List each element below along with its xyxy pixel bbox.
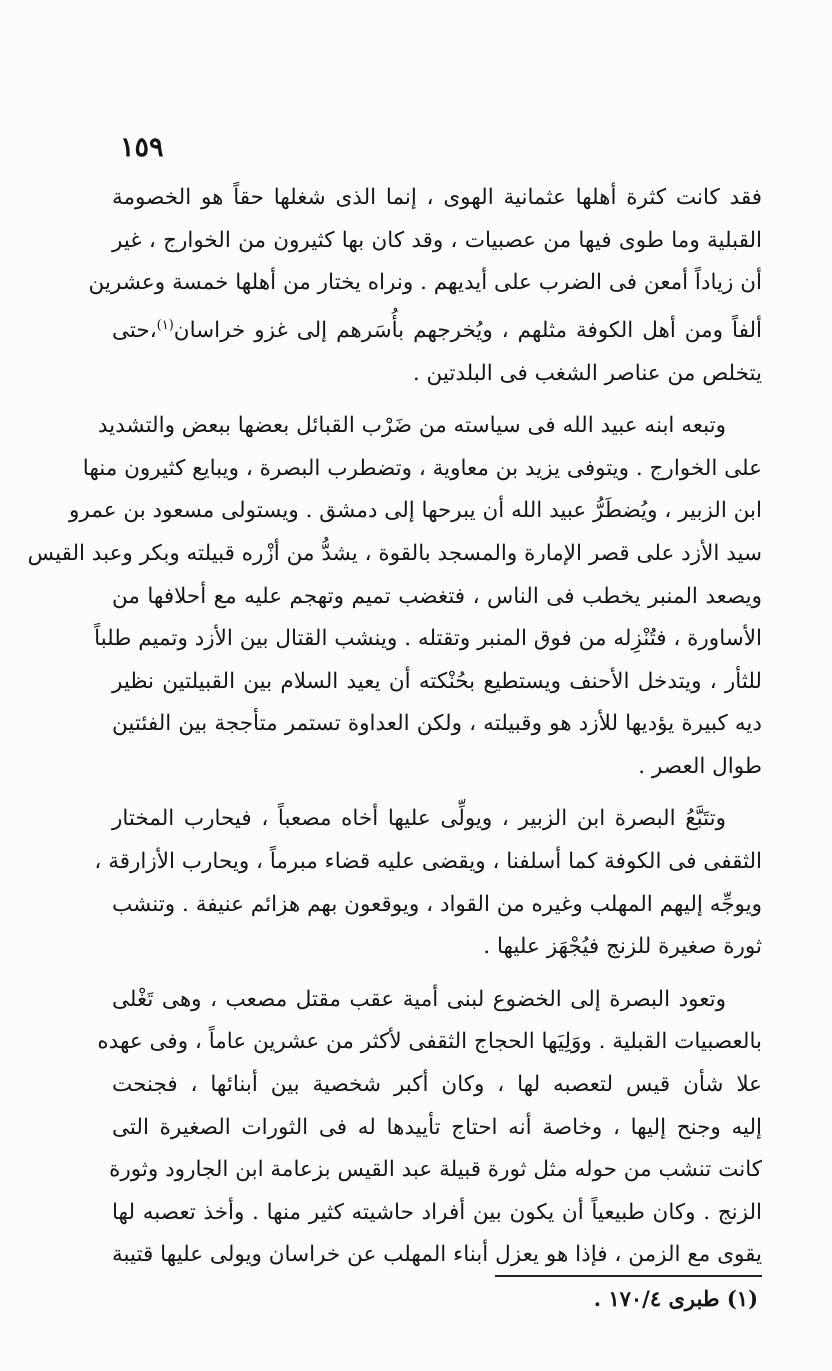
text-line: إليه وجنح إليها ، وخاصة أنه احتاج تأييدها له فى الثورات الصغيرة التى bbox=[112, 1114, 762, 1140]
paragraph-2 bbox=[27, 405, 762, 788]
footnote-divider bbox=[495, 1275, 762, 1277]
footnote: (١) طبرى ١٧٠/٤ . bbox=[593, 1286, 758, 1311]
paragraph-4 bbox=[97, 979, 762, 1277]
paragraph-3 bbox=[94, 798, 762, 968]
text-line: بالعصبيات القبلية . ووَلِيَها الحجاج الثقفى لأكثر من عشرين عاماً ، وفى عهده bbox=[97, 1029, 762, 1055]
text-line: يتخلص من عناصر الشغب فى البلدتين . bbox=[412, 360, 762, 386]
text-line: ديه كبيرة يؤديها للأزد هو وقبيلته ، ولكن العداوة تستمر متأججة بين الفئتين bbox=[112, 711, 762, 737]
text-line: علا شأن قيس لتعصبه لها ، وكان أكبر شخصية بين أبنائها ، فجنحت bbox=[112, 1072, 762, 1098]
text-segment: ألفاً ومن أهل الكوفة مثلهم ، ويُخرجهم بأُسَرهم إلى غزو خراسان bbox=[173, 317, 762, 343]
text-line: طوال العصر . bbox=[638, 753, 762, 779]
text-line: ثورة صغيرة للزنج فيُجْهَز عليها . bbox=[483, 934, 762, 960]
text-line: القبلية وما طوى فيها من عصبيات ، وقد كان بها كثيرون من الخوارج ، غير bbox=[112, 227, 762, 253]
text-line: وتعود البصرة إلى الخضوع لبنى أمية عقب مقتل مصعب ، وهى تَغْلى bbox=[112, 986, 726, 1012]
text-line: الأساورة ، فتُنْزِله من فوق المنبر وتقتله . وينشب القتال بين الأزد وتميم طلباً bbox=[94, 626, 762, 652]
text-line: وتتَبَّعُ البصرة ابن الزبير ، ويولِّى عليها أخاه مصعباً ، فيحارب المختار bbox=[112, 806, 726, 832]
text-line: فقد كانت كثرة أهلها عثمانية الهوى ، إنما الذى شغلها حقاً هو الخصومة bbox=[112, 185, 762, 210]
text-line: للثأر ، ويتدخل الأحنف ويستطيع بحُنْكته أن يعيد السلام بين القبيلتين نظير bbox=[112, 668, 762, 694]
text-line: ويوجِّه إليهم المهلب وغيره من القواد ، ويوقعون بهم هزائم عنيفة . وتنشب bbox=[112, 891, 762, 917]
text-line: أن زياداً أمعن فى الضرب على أيديهم . ونراه يختار من أهلها خمسة وعشرين bbox=[88, 270, 762, 296]
paragraph-1 bbox=[88, 177, 762, 395]
text-line: ابن الزبير ، ويُضطَرُّ عبيد الله أن يبرحها إلى دمشق . ويستولى مسعود بن عمرو bbox=[69, 498, 762, 524]
text-line: كانت تنشب من حوله مثل ثورة قبيلة عبد القيس بزعامة ابن الجارود وثورة bbox=[109, 1157, 762, 1183]
text-line-with-footnote bbox=[112, 305, 762, 353]
text-line: يقوى مع الزمن ، فإذا هو يعزل أبناء المهلب عن خراسان ويولى عليها قتيبة bbox=[112, 1242, 762, 1268]
text-segment: ،حتى bbox=[112, 317, 157, 343]
text-line: سيد الأزد على قصر الإمارة والمسجد بالقوة ، يشدُّ من أزْره قبيلته وبكر وعبد القيس bbox=[27, 540, 762, 566]
text-line: على الخوارج . ويتوفى يزيد بن معاوية ، وتضطرب البصرة ، ويبايع كثيرون منها bbox=[82, 455, 762, 481]
page-number: ١٥٩ bbox=[120, 132, 164, 163]
footnote-marker: (١) bbox=[156, 317, 174, 333]
text-line: ويصعد المنبر يخطب فى الناس ، فتغضب تميم وتهجم عليه مع أحلافها من bbox=[112, 583, 762, 609]
text-line: الزنج . وكان طبيعياً أن يكون بين أفراد حاشيته كثير منها . وأخذ تعصبه لها bbox=[112, 1199, 762, 1225]
text-line: الثقفى فى الكوفة كما أسلفنا ، ويقضى عليه قضاء مبرماً ، ويحارب الأزارقة ، bbox=[94, 849, 762, 875]
body-text bbox=[27, 177, 762, 1277]
text-line: وتبعه ابنه عبيد الله فى سياسته من ضَرْب القبائل بعضها ببعض والتشديد bbox=[97, 413, 726, 439]
